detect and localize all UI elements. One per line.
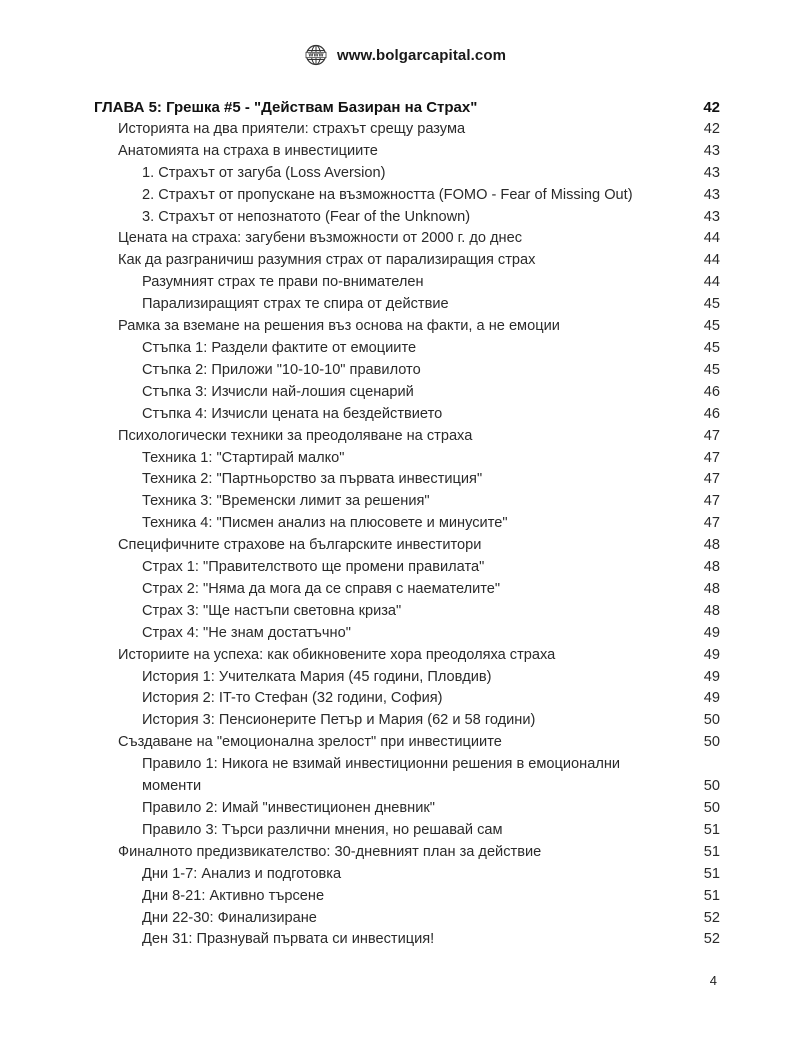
toc-entry-page: 45 — [703, 318, 720, 335]
toc-entry-title: Страх 2: "Няма да мога да се справя с наемателите" — [142, 580, 501, 597]
toc-entry-page: 51 — [703, 821, 720, 838]
toc-entry-page: 47 — [703, 471, 720, 488]
toc-subsection-entry[interactable] — [94, 908, 720, 930]
toc-subsection-entry[interactable] — [94, 623, 720, 645]
toc-entry-page: 46 — [703, 383, 720, 400]
toc-entry-title: Техника 2: "Партньорство за първата инвестиция" — [142, 471, 483, 488]
toc-entry-page: 47 — [703, 515, 720, 532]
toc-entry-page: 50 — [703, 778, 720, 795]
toc-subsection-entry[interactable] — [94, 469, 720, 491]
toc-section-entry[interactable] — [94, 535, 720, 557]
toc-entry-page: 50 — [703, 800, 720, 816]
page-header — [0, 44, 811, 66]
toc-entry-title: Историята на два приятели: страхът срещу разума — [118, 120, 466, 137]
toc-entry-title: Парализиращият страх те спира от действие — [142, 296, 449, 313]
toc-entry-page: 51 — [703, 865, 720, 882]
toc-entry-title: Финалното предизвикателство: 30-дневният план за действие — [118, 843, 542, 860]
toc-subsection-entry[interactable] — [94, 272, 720, 294]
toc-section-entry[interactable] — [94, 228, 720, 250]
toc-entry-page: 44 — [703, 274, 720, 291]
toc-entry-page: 43 — [703, 142, 720, 159]
toc-entry-title: 2. Страхът от пропускане на възможността (FOMO - Fear of Missing Out) — [142, 186, 633, 203]
toc-subsection-entry[interactable] — [94, 754, 720, 798]
toc-entry-title: Дни 1-7: Анализ и подготовка — [142, 865, 342, 882]
toc-subsection-entry[interactable] — [94, 798, 720, 820]
toc-subsection-entry[interactable] — [94, 557, 720, 579]
toc-entry-title: Страх 3: "Ще настъпи световна криза" — [142, 602, 402, 619]
toc-subsection-entry[interactable] — [94, 163, 720, 185]
toc-entry-page: 43 — [703, 208, 720, 225]
toc-subsection-entry[interactable] — [94, 667, 720, 689]
toc-section-entry[interactable] — [94, 250, 720, 272]
toc-section-entry[interactable] — [94, 426, 720, 448]
toc-chapter-entry[interactable] — [94, 97, 720, 119]
page-number: 4 — [709, 973, 717, 988]
toc-subsection-entry[interactable] — [94, 360, 720, 382]
toc-entry-title: Ден 31: Празнувай първата си инвестиция! — [142, 931, 435, 948]
toc-entry-title: Стъпка 1: Раздели фактите от емоциите — [142, 339, 417, 356]
toc-entry-page: 48 — [703, 559, 720, 576]
toc-subsection-entry[interactable] — [94, 513, 720, 535]
toc-entry-page: 47 — [703, 427, 720, 444]
toc-section-entry[interactable] — [94, 645, 720, 667]
toc-entry-title: Дни 22-30: Финализиране — [142, 909, 317, 926]
toc-entry-title: Стъпка 3: Изчисли най-лошия сценарий — [142, 383, 414, 400]
toc-subsection-entry[interactable] — [94, 382, 720, 404]
toc-section-entry[interactable] — [94, 842, 720, 864]
toc-entry-title: Техника 3: "Временски лимит за решения" — [142, 493, 430, 510]
toc-section-entry[interactable] — [94, 316, 720, 338]
toc-entry-title: Правило 3: Търси различни мнения, но решавай сам — [142, 821, 503, 838]
toc-entry-page: 51 — [703, 843, 720, 860]
toc-entry-title: Стъпка 2: Приложи "10-10-10" правилото — [142, 361, 421, 378]
toc-entry-page: 47 — [703, 449, 720, 466]
toc-section-entry[interactable] — [94, 119, 720, 141]
toc-entry-page: 43 — [703, 186, 720, 203]
toc-entry-page: 47 — [703, 493, 720, 510]
toc-subsection-entry[interactable] — [94, 601, 720, 623]
toc-entry-title: Анатомията на страха в инвестициите — [118, 142, 378, 159]
toc-subsection-entry[interactable] — [94, 491, 720, 513]
toc-entry-title: История 2: IT-то Стефан (32 години, София) — [142, 690, 443, 707]
toc-subsection-entry[interactable] — [94, 820, 720, 842]
toc-entry-title: Специфичните страхове на българските инвеститори — [118, 537, 482, 554]
toc-subsection-entry[interactable] — [94, 294, 720, 316]
toc-entry-title: Как да разграничиш разумния страх от парализиращия страх — [118, 252, 536, 269]
toc-entry-page: 48 — [703, 580, 720, 597]
toc-entry-page: 49 — [703, 668, 720, 685]
toc-entry-page: 48 — [703, 602, 720, 619]
toc-entry-title: Страх 1: "Правителството ще промени правилата" — [142, 559, 485, 576]
toc-entry-title: Цената на страха: загубени възможности от 2000 г. до днес — [118, 230, 522, 247]
toc-entry-page: 42 — [703, 120, 720, 137]
toc-subsection-entry[interactable] — [94, 448, 720, 470]
website-url[interactable]: www.bolgarcapital.com — [336, 46, 507, 64]
toc-entry-page: 45 — [703, 296, 720, 313]
toc-entry-page: 49 — [703, 690, 720, 707]
toc-entry-page: 50 — [703, 734, 720, 751]
toc-entry-page: 45 — [703, 361, 720, 378]
toc-entry-page: 43 — [703, 164, 720, 181]
toc-subsection-entry[interactable] — [94, 185, 720, 207]
toc-entry-page: 49 — [703, 646, 720, 663]
table-of-contents — [94, 97, 720, 951]
toc-subsection-entry[interactable] — [94, 864, 720, 886]
toc-entry-page: 42 — [703, 99, 720, 116]
toc-subsection-entry[interactable] — [94, 338, 720, 360]
toc-entry-title: Страх 4: "Не знам достатъчно" — [142, 624, 351, 641]
toc-entry-page: 49 — [703, 624, 720, 641]
toc-section-entry[interactable] — [94, 732, 720, 754]
toc-entry-title: Правило 2: Имай "инвестиционен дневник" — [142, 800, 435, 816]
toc-entry-page: 50 — [703, 712, 720, 729]
toc-entry-page: 44 — [703, 230, 720, 247]
toc-entry-title: Правило 1: Никога не взимай инвестиционни решения в емоционални моменти — [142, 756, 621, 795]
toc-entry-title: История 3: Пенсионерите Петър и Мария (62 и 58 години) — [142, 712, 536, 729]
toc-subsection-entry[interactable] — [94, 710, 720, 732]
toc-entry-title: Техника 1: "Стартирай малко" — [142, 449, 345, 466]
toc-entry-page: 52 — [703, 909, 720, 926]
toc-entry-title: История 1: Учителката Мария (45 години, Пловдив) — [142, 668, 492, 685]
toc-entry-title: Техника 4: "Писмен анализ на плюсовете и минусите" — [142, 515, 508, 532]
globe-www-icon — [305, 44, 327, 66]
toc-entry-title: 1. Страхът от загуба (Loss Aversion) — [142, 164, 386, 181]
toc-subsection-entry[interactable] — [94, 207, 720, 229]
toc-entry-page: 45 — [703, 339, 720, 356]
toc-subsection-entry[interactable] — [94, 929, 720, 951]
toc-entry-page: 44 — [703, 252, 720, 269]
toc-entry-title: Дни 8-21: Активно търсене — [142, 887, 325, 904]
toc-subsection-entry[interactable] — [94, 886, 720, 908]
toc-entry-title: Стъпка 4: Изчисли цената на бездействието — [142, 405, 443, 422]
toc-section-entry[interactable] — [94, 141, 720, 163]
toc-entry-title: Създаване на "емоционална зрелост" при инвестициите — [118, 734, 502, 751]
toc-subsection-entry[interactable] — [94, 688, 720, 710]
toc-entry-page: 46 — [703, 405, 720, 422]
toc-entry-page: 48 — [703, 537, 720, 554]
toc-subsection-entry[interactable] — [94, 579, 720, 601]
toc-entry-title: Рамка за вземане на решения въз основа на факти, а не емоции — [118, 318, 560, 335]
toc-entry-title: Разумният страх те прави по-внимателен — [142, 274, 424, 291]
toc-entry-title: Психологически техники за преодоляване на страха — [118, 427, 473, 444]
toc-entry-title: ГЛАВА 5: Грешка #5 - "Действам Базиран на Страх" — [94, 99, 478, 116]
toc-entry-page: 51 — [703, 887, 720, 904]
toc-entry-page: 52 — [703, 931, 720, 948]
svg-text:WWW: WWW — [308, 53, 324, 59]
toc-entry-title: Историите на успеха: как обикновените хора преодоляха страха — [118, 646, 556, 663]
toc-subsection-entry[interactable] — [94, 404, 720, 426]
toc-entry-title: 3. Страхът от непознатото (Fear of the Unknown) — [142, 208, 471, 225]
